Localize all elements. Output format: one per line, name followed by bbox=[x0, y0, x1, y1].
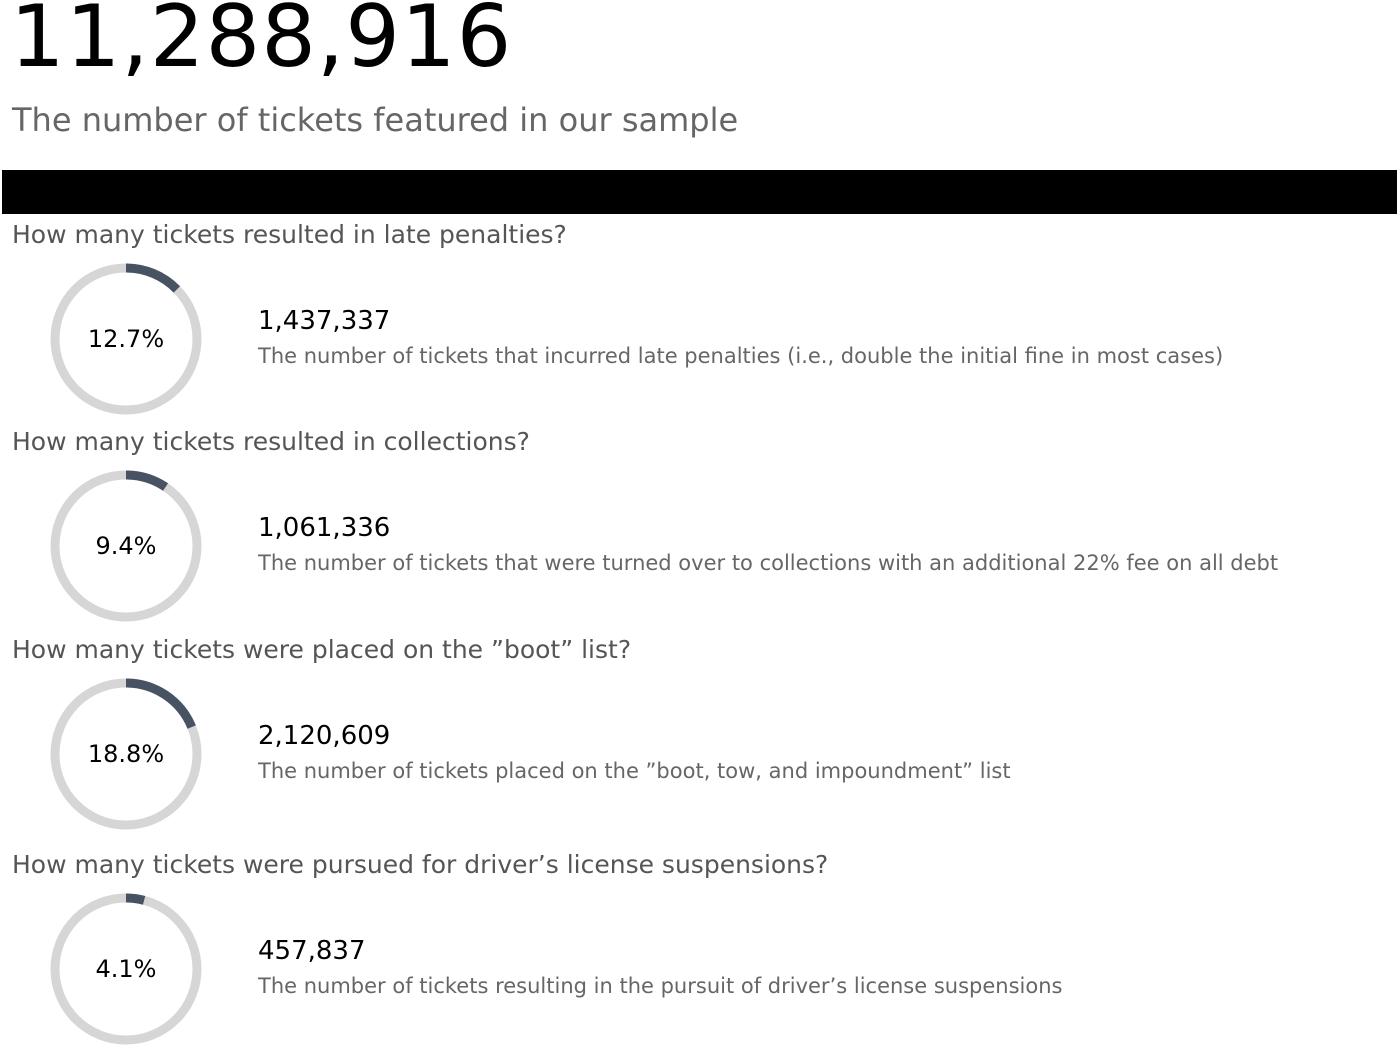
donut-chart bbox=[48, 468, 204, 624]
stat-description: The number of tickets placed on the ”boot, tow, and impoundment” list bbox=[258, 759, 1011, 783]
section-question: How many tickets were pursued for driver’s license suspensions? bbox=[12, 850, 829, 879]
donut-chart bbox=[48, 891, 204, 1047]
section-question: How many tickets resulted in late penalties? bbox=[12, 220, 567, 249]
section-question: How many tickets resulted in collections? bbox=[12, 427, 530, 456]
stat-count: 457,837 bbox=[258, 936, 366, 966]
stat-description: The number of tickets that incurred late penalties (i.e., double the initial fine in most cases) bbox=[258, 344, 1224, 368]
section-collections bbox=[0, 425, 1400, 635]
section-license-suspensions bbox=[0, 848, 1400, 1058]
stat-count: 1,061,336 bbox=[258, 513, 391, 543]
donut-svg bbox=[48, 261, 204, 417]
section-late-penalties bbox=[0, 218, 1400, 428]
stat-description: The number of tickets resulting in the pursuit of driver’s license suspensions bbox=[258, 974, 1063, 998]
donut-chart bbox=[48, 676, 204, 832]
stat-count: 1,437,337 bbox=[258, 306, 391, 336]
donut-svg bbox=[48, 676, 204, 832]
divider-bar bbox=[2, 170, 1397, 214]
stat-count: 2,120,609 bbox=[258, 721, 391, 751]
total-tickets-caption: The number of tickets featured in our sample bbox=[12, 101, 739, 139]
section-boot-list bbox=[0, 633, 1400, 843]
donut-percent-label: 18.8% bbox=[87, 740, 165, 768]
stat-description: The number of tickets that were turned over to collections with an additional 22% fee on all debt bbox=[258, 551, 1279, 575]
donut-percent-label: 9.4% bbox=[95, 532, 157, 560]
donut-svg bbox=[48, 891, 204, 1047]
donut-percent-label: 4.1% bbox=[95, 955, 157, 983]
donut-chart bbox=[48, 261, 204, 417]
donut-percent-label: 12.7% bbox=[87, 325, 165, 353]
total-tickets-number: 11,288,916 bbox=[10, 0, 513, 87]
donut-svg bbox=[48, 468, 204, 624]
section-question: How many tickets were placed on the ”boot” list? bbox=[12, 635, 632, 664]
